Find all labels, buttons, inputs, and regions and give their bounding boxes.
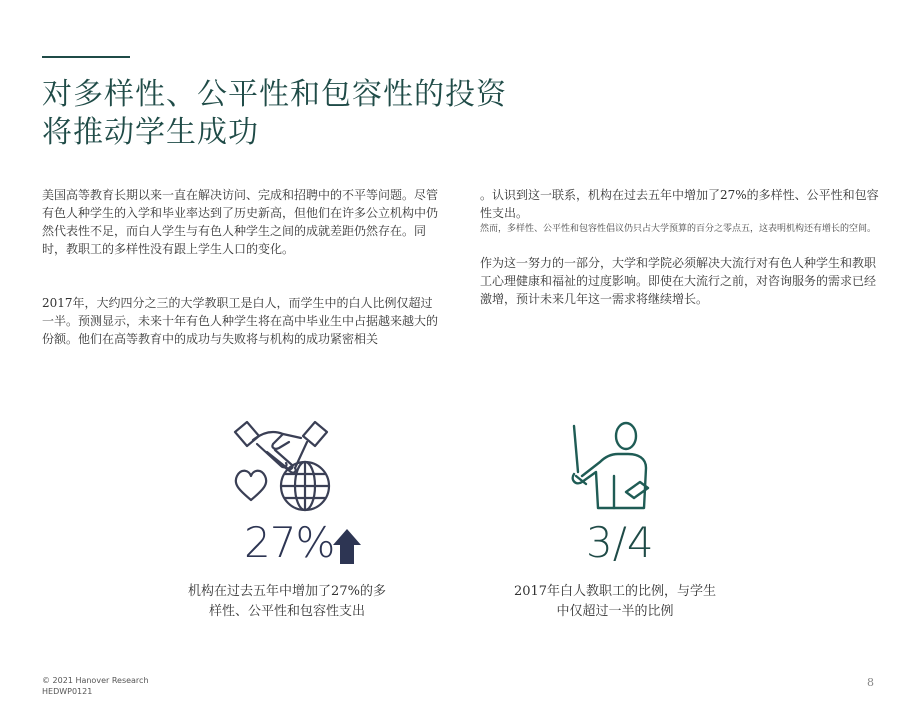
left-text-column (42, 186, 442, 348)
footer-code: HEDWP0121 (42, 687, 93, 696)
left-paragraph-1: 美国高等教育长期以来一直在解决访问、完成和招聘中的不平等问题。尽管有色人种学生的入学和毕业率达到了历史新高，但他们在许多公立机构中仍然代表性不足，而白人学生与有色人种学生之间的成就差距仍然存在。同时，教职工的多样性没有跟上学生人口的变化。 (42, 188, 439, 256)
stat-caption-left: 机构在过去五年中增加了27%的多样性、公平性和包容性支出 (188, 584, 386, 619)
page-title-line-1: 对多样性、公平性和包容性的投资 (42, 77, 507, 112)
handshake-heart-globe-icon (229, 418, 333, 518)
arrow-up-icon (330, 526, 364, 566)
left-paragraph-2: 2017年，大约四分之三的大学教职工是白人，而学生中的白人比例仅超过一半。预测显示，未来十年有色人种学生将在高中毕业生中占据越来越大的份额。他们在高等教育中的成功与失败将与机构的成功紧密相关 (42, 296, 439, 346)
stat-three-quarters: 3/4 (586, 518, 654, 567)
page-number: 8 (867, 676, 874, 689)
right-paragraph-1-note: 然而，多样性、公平性和包容性倡议仍只占大学预算的百分之零点五，这表明机构还有增长的空间。 (480, 224, 877, 234)
page-title (42, 76, 562, 152)
footer-copyright: © 2021 Hanover Research (42, 676, 149, 685)
title-rule (42, 56, 130, 58)
stat-27-percent: 27% (244, 518, 335, 567)
page-title-line-2: 将推动学生成功 (42, 115, 259, 150)
right-text-column (480, 186, 880, 308)
right-paragraph-1: 。认识到这一联系，机构在过去五年中增加了27%的多样性、公平性和包容性支出。 (480, 188, 879, 220)
footer (42, 675, 149, 697)
stat-caption-right: 2017年白人教职工的比例，与学生中仅超过一半的比例 (513, 584, 717, 619)
right-paragraph-2: 作为这一努力的一部分，大学和学院必须解决大流行对有色人种学生和教职工心理健康和福祉的过度影响。即使在大流行之前，对咨询服务的需求已经激增，预计未来几年这一需求将继续增长。 (480, 256, 877, 306)
teacher-pointer-icon (566, 418, 662, 518)
